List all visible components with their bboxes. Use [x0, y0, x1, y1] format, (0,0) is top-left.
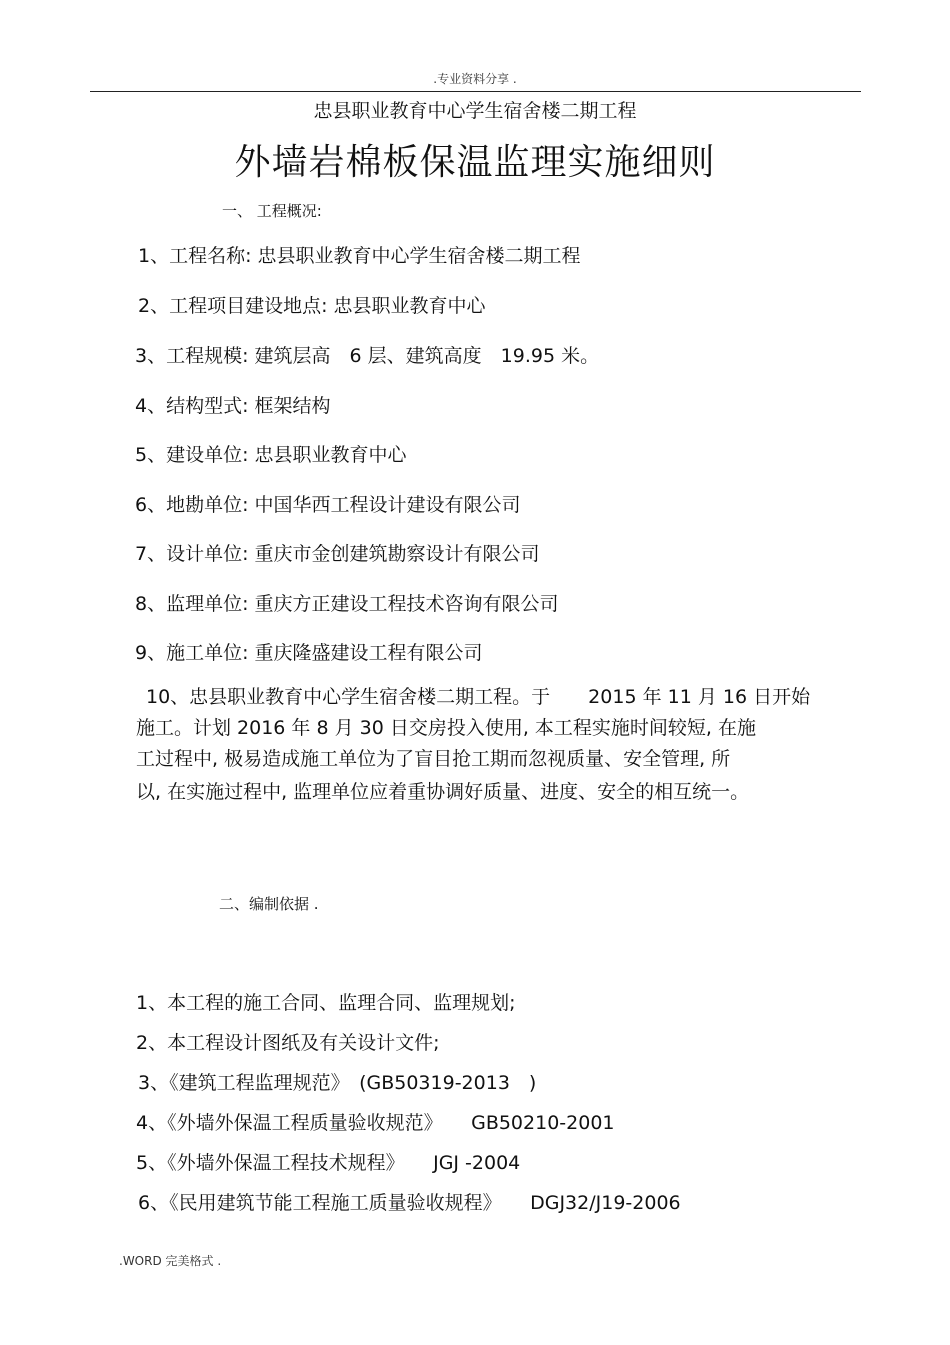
document-title: 外墙岩棉板保温监理实施细则: [234, 142, 716, 183]
header-rule: [90, 91, 861, 92]
basis-item-5: 5、《外墙外保温工程技术规程》 JGJ -2004: [136, 1152, 521, 1174]
header-note: .专业资料分享 .: [433, 72, 517, 86]
basis-item-2: 2、本工程设计图纸及有关设计文件;: [136, 1032, 440, 1054]
basis-item-6: 6、《民用建筑节能工程施工质量验收规程》 DGJ32/J19-2006: [138, 1192, 681, 1214]
overview-item-1: 1、工程名称: 忠县职业教育中心学生宿舍楼二期工程: [138, 245, 581, 267]
overview-item-10-line-1: 10、忠县职业教育中心学生宿舍楼二期工程。于 2015 年 11 月 16 日开始: [146, 686, 811, 708]
overview-item-7: 7、设计单位: 重庆市金创建筑勘察设计有限公司: [135, 543, 540, 565]
project-title: 忠县职业教育中心学生宿舍楼二期工程: [313, 100, 637, 122]
overview-item-9: 9、施工单位: 重庆隆盛建设工程有限公司: [135, 642, 483, 664]
overview-item-10-line-2: 施工。计划 2016 年 8 月 30 日交房投入使用, 本工程实施时间较短, 在施: [136, 717, 757, 739]
overview-item-4: 4、结构型式: 框架结构: [135, 395, 331, 417]
footer-note: .WORD 完美格式 .: [119, 1254, 222, 1268]
basis-item-3: 3、《建筑工程监理规范》 (GB50319-2013 ): [138, 1072, 537, 1094]
overview-item-6: 6、地勘单位: 中国华西工程设计建设有限公司: [135, 494, 521, 516]
overview-item-2: 2、工程项目建设地点: 忠县职业教育中心: [138, 295, 486, 317]
section-2-heading: 二、编制依据 .: [219, 895, 319, 913]
overview-item-3: 3、工程规模: 建筑层高 6 层、建筑高度 19.95 米。: [135, 345, 600, 367]
basis-item-4: 4、《外墙外保温工程质量验收规范》 GB50210-2001: [136, 1112, 615, 1134]
overview-item-5: 5、建设单位: 忠县职业教育中心: [135, 444, 407, 466]
section-1-heading: 一、 工程概况:: [222, 202, 322, 220]
overview-item-10-line-3: 工过程中, 极易造成施工单位为了盲目抢工期而忽视质量、安全管理, 所: [136, 748, 731, 770]
basis-item-1: 1、本工程的施工合同、监理合同、监理规划;: [136, 992, 516, 1014]
overview-item-10-line-4: 以, 在实施过程中, 监理单位应着重协调好质量、进度、安全的相互统一。: [136, 781, 750, 803]
overview-item-8: 8、监理单位: 重庆方正建设工程技术咨询有限公司: [135, 593, 559, 615]
